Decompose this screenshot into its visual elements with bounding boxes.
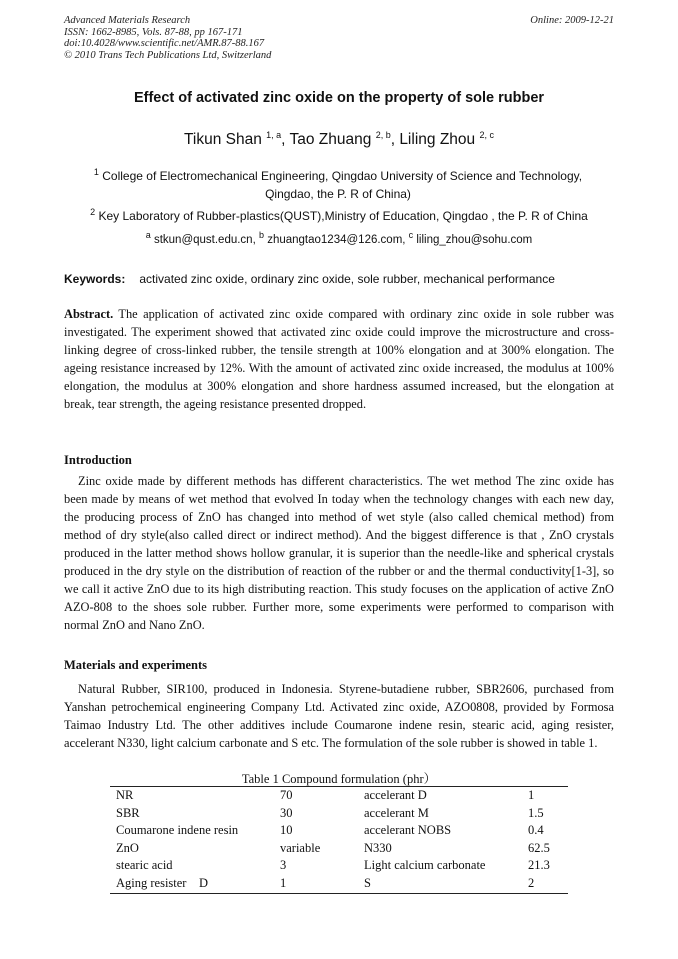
table-cell: 10 (280, 823, 293, 838)
author-affiliation-marker: 2, b (375, 129, 391, 140)
affiliation-text: College of Electromechanical Engineering, Qingdao University of Science and Technology, Qingdao, the P. R of China) (98, 169, 583, 201)
email-marker: b (258, 230, 264, 241)
table-caption: Table 1 Compound formulation (phr） (241, 772, 437, 786)
table-cell: 30 (280, 805, 293, 820)
table-cell: accelerant M (364, 805, 429, 820)
table-cell: Coumarone indene resin (116, 823, 239, 838)
online-date: Online: 2009-12-21 (530, 15, 614, 26)
materials-paragraph: Natural Rubber, SIR100, produced in Indonesia. Styrene-butadiene rubber, SBR2606, purchased from Yanshan petrochemical engineering Company Ltd. Activated zinc oxide, AZO0808, provided by Formosa Taimao Industry Ltd. The other additives include Coumarone indene resin, stearic acid, aging resister, accelerant N330, light calcium carbonate and S etc. The formulation of the sole rubber is showed in table 1. (64, 682, 614, 750)
keywords-label: Keywords: (64, 272, 126, 286)
affiliation-marker: 1 (93, 167, 99, 177)
author-affiliation-marker: 2, c (479, 129, 494, 140)
keywords (64, 272, 614, 286)
table-cell: accelerant D (358, 787, 522, 805)
author-name: , Tao Zhuang (281, 131, 376, 148)
affiliation-text: Key Laboratory of Rubber-plastics(QUST),Ministry of Education, Qingdao , the P. R of China (95, 209, 588, 223)
author-list (0, 131, 678, 149)
table-row (110, 875, 568, 893)
table-cell: 21.3 (528, 858, 550, 873)
table-cell: S (358, 875, 522, 893)
email-link[interactable]: stkun@qust.edu.cn, (150, 234, 259, 246)
table-cell: 0.4 (528, 823, 544, 838)
table-cell: ZnO (116, 840, 139, 855)
author-name: , Liling Zhou (390, 131, 480, 148)
table-cell: stearic acid (116, 858, 173, 873)
table-cell: NR (110, 787, 274, 805)
email-link[interactable]: zhuangtao1234@126.com, (264, 234, 409, 246)
issn-line: ISSN: 1662-8985, Vols. 87-88, pp 167-171 (64, 26, 243, 38)
table-cell: 2 (522, 875, 568, 893)
table-cell: 70 (274, 787, 358, 805)
doi-line[interactable]: doi:10.4028/www.scientific.net/AMR.87-88.167 (64, 38, 265, 49)
email-marker: c (408, 230, 414, 241)
author-affiliation-marker: 1, a (266, 129, 282, 140)
introduction-paragraph: Zinc oxide made by different methods has different characteristics. The wet method The zinc oxide has been made by means of wet method that evolved In today when the technology changes with each new day, the producing process of ZnO has changed into method of wet style (also called chemical method) from method of dry style(also called direct or indirect method). And the biggest difference is that , ZnO crystals produced in the latter method shows hollow granular, it is superior than the needle-like and spherical crystals produced in the dry style on the distribution of reaction of the rubber or and the thermal conductivity[1-3], so we call it active ZnO due to its high distributing reaction. This study focuses on the application of active ZnO AZO-808 to the shoes sole rubber. Further more, some experiments were performed to comparison with normal ZnO and Nano ZnO. (64, 474, 614, 632)
table-row (110, 840, 568, 858)
journal-name: Advanced Materials Research (64, 15, 191, 26)
author-emails (0, 230, 678, 246)
keywords-text: activated zinc oxide, ordinary zinc oxide, sole rubber, mechanical performance (139, 272, 555, 286)
formulation-table (110, 786, 568, 894)
affiliation-2 (0, 209, 678, 223)
journal-header (64, 15, 614, 61)
table-row (110, 805, 568, 823)
table-cell: Aging resister D (110, 875, 274, 893)
table-row (110, 822, 568, 840)
paper-title: Effect of activated zinc oxide on the property of sole rubber (133, 90, 545, 106)
table-cell: 3 (280, 858, 287, 873)
table-cell: accelerant NOBS (364, 823, 452, 838)
abstract (64, 305, 614, 413)
table-cell: 1 (522, 787, 568, 805)
affiliation-marker: 2 (90, 207, 96, 217)
copyright-line: © 2010 Trans Tech Publications Ltd, Switzerland (64, 49, 272, 61)
table-cell: SBR (116, 805, 140, 820)
table-cell: N330 (364, 840, 392, 855)
abstract-label: Abstract. (64, 307, 114, 321)
email-link[interactable]: liling_zhou@sohu.com (413, 234, 533, 246)
table-row (110, 857, 568, 875)
table-cell: 1.5 (528, 805, 544, 820)
table-cell: 62.5 (528, 840, 550, 855)
author-name: Tikun Shan (184, 131, 267, 148)
introduction-heading: Introduction (64, 453, 132, 467)
email-marker: a (145, 230, 151, 241)
abstract-text: The application of activated zinc oxide compared with ordinary zinc oxide in sole rubber was investigated. The experiment showed that activated zinc oxide could improve the microstructure and cross-linking degree of cross-linked rubber, the tensile strength at 100% elongation and at 300% elongation. The ageing resistance increased by 12%. With the amount of activated zinc oxide increased, the modulus at 100% elongation, the modulus at 300% elongation and shore hardness assumed increased, but the elongation at break, tear strength, the ageing resistance presented dropped. (64, 307, 614, 411)
materials-heading: Materials and experiments (64, 658, 208, 672)
table-cell: Light calcium carbonate (364, 858, 486, 873)
table-row (110, 787, 568, 805)
affiliation-1 (78, 167, 598, 203)
table-cell: variable (280, 840, 321, 855)
table-cell: 1 (274, 875, 358, 893)
